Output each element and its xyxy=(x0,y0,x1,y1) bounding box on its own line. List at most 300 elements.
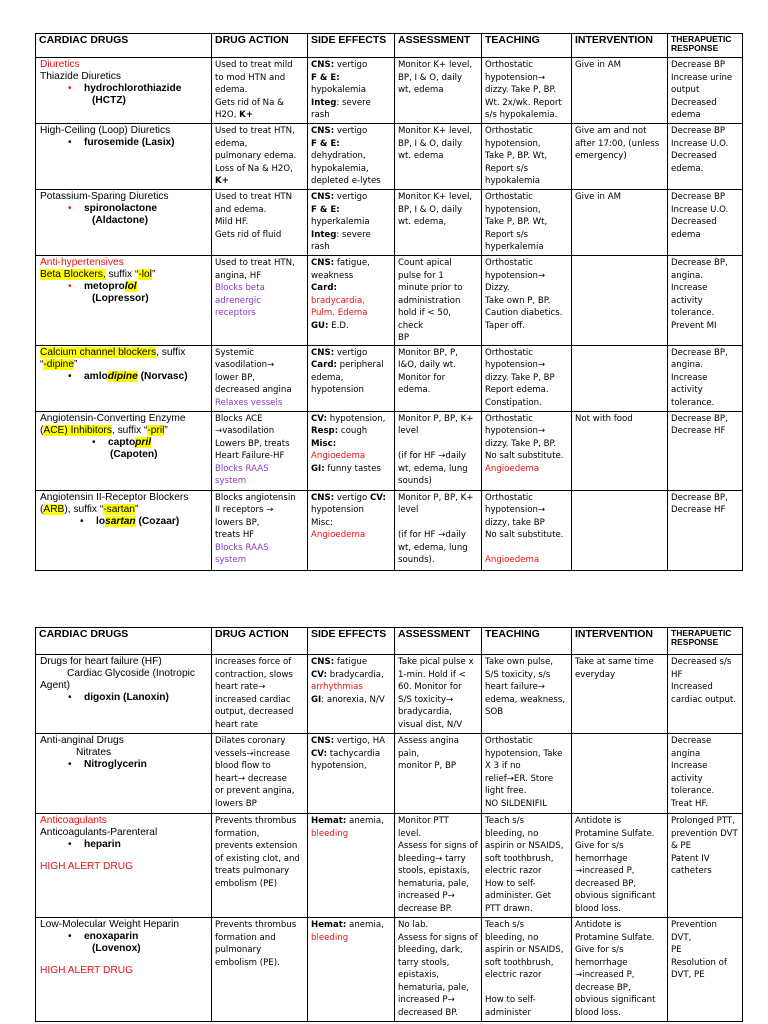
drug-brand: (Cozaar) xyxy=(135,515,180,527)
text: hypokalemia xyxy=(311,85,367,95)
drug-action-cell xyxy=(212,411,308,490)
text-line: epistaxis, xyxy=(398,970,439,980)
side-effects-cell xyxy=(308,918,395,1022)
text-line: tolerance. xyxy=(671,308,715,318)
text-line: light free. xyxy=(485,786,527,796)
side-effects-cell xyxy=(308,190,395,256)
text-line: decreased BP. xyxy=(398,1007,458,1018)
text-line: Systemic xyxy=(215,347,255,358)
label: Hemat: xyxy=(311,816,347,826)
text-line: wt, edema, lung xyxy=(398,542,468,553)
text-line: Increase U.O. xyxy=(671,204,729,215)
side-effects-cell xyxy=(308,124,395,190)
text-line: heart failure→ xyxy=(485,682,545,692)
text-line: Protamine Sulfate. xyxy=(575,932,655,943)
text-line: pain, xyxy=(398,748,420,759)
side-effects-cell xyxy=(308,411,395,490)
text-line: Assess angina xyxy=(398,736,460,746)
text-line: blood loss. xyxy=(575,1007,621,1018)
high-alert-label: HIGH ALERT DRUG xyxy=(40,965,134,976)
text: dehydration, xyxy=(311,151,366,161)
drug-cell xyxy=(36,411,212,490)
therapeutic-response-cell xyxy=(668,58,743,124)
text-line: bleeding, dark, xyxy=(398,945,463,955)
text-line: pulse for 1 xyxy=(398,270,444,281)
text-line: Decrease HF xyxy=(671,426,726,436)
text-line: Orthostatic xyxy=(485,60,533,70)
side-effects-cell xyxy=(308,814,395,918)
text: ” xyxy=(151,269,156,280)
text-line: Decreased xyxy=(671,217,717,227)
text-line: 1-min. Hold if < xyxy=(398,669,466,680)
label: Card: xyxy=(311,360,337,370)
text: fatigue, xyxy=(334,258,370,268)
label: CNS: xyxy=(311,126,335,136)
text: cough xyxy=(338,426,368,436)
drug-cell xyxy=(36,918,212,1022)
cardiac-drugs-table-1 xyxy=(35,33,743,571)
text: vertigo xyxy=(334,126,368,136)
intervention-cell xyxy=(572,58,668,124)
bullet-icon: • xyxy=(68,281,72,292)
text-line: receptors xyxy=(215,308,256,318)
teaching-cell xyxy=(482,918,572,1022)
subcategory-label: Nitrates xyxy=(76,747,112,758)
text: fatigue xyxy=(334,657,368,667)
drug-action-cell xyxy=(212,256,308,346)
assessment-cell xyxy=(395,655,482,734)
text: depleted e-lytes xyxy=(311,176,381,186)
text-line: contraction, slows xyxy=(215,669,293,680)
text-line: Increase urine xyxy=(671,72,733,83)
text-line: Monitor K+ level, xyxy=(398,192,473,202)
table-row xyxy=(36,814,743,918)
assessment-cell xyxy=(395,256,482,346)
text-line: Decrease BP xyxy=(671,126,726,136)
text-line: vasodilation→ xyxy=(215,360,275,370)
text-line: Mild HF. xyxy=(215,217,249,227)
bullet-icon: • xyxy=(68,83,72,94)
table-header-row xyxy=(36,34,743,58)
text-line: lowers BP, xyxy=(215,517,260,528)
text-line: edema, weakness, xyxy=(485,694,566,705)
text-line: S/S toxicity→ xyxy=(398,694,454,705)
text-line: hypotension, xyxy=(485,204,541,215)
assessment-cell xyxy=(395,490,482,570)
text-line: hypotension→ xyxy=(485,270,546,281)
text-line: after 17:00, (unless xyxy=(575,138,660,149)
suffix-highlight: pril xyxy=(135,436,152,448)
text-line: everyday xyxy=(575,669,616,680)
text-line: hold if < 50, check xyxy=(398,308,452,331)
table-header-row xyxy=(36,628,743,655)
text-line: blood loss. xyxy=(575,903,621,914)
suffix-highlight: -lol xyxy=(138,269,152,280)
text-line: Assess for signs of xyxy=(398,932,478,943)
text-line: to mod HTN and xyxy=(215,72,286,83)
text-line: of existing clot, and xyxy=(215,853,300,864)
intervention-cell xyxy=(572,814,668,918)
text-line: How to self- xyxy=(485,995,536,1005)
label: CNS: xyxy=(311,192,335,202)
text-line: Used to treat HTN, xyxy=(215,126,295,136)
text-line: Give am and not xyxy=(575,126,647,136)
text-line: 60. Monitor for xyxy=(398,682,462,692)
text-line: Prevent MI xyxy=(671,320,717,331)
text: vertigo xyxy=(334,60,368,70)
assessment-cell xyxy=(395,734,482,814)
text-line: blood flow to xyxy=(215,761,271,771)
side-effects-cell xyxy=(308,490,395,570)
text-line: administer xyxy=(485,1007,531,1018)
subcategory-label: Potassium-Sparing Diuretics xyxy=(40,191,169,202)
text-line: Report edema. xyxy=(485,385,549,395)
label: CV: xyxy=(311,669,328,680)
text-line: Dilates coronary xyxy=(215,736,286,746)
drug-cell xyxy=(36,256,212,346)
text-line: Decreased s/s xyxy=(671,657,732,667)
subcategory-label: Cardiac Glycoside (Inotropic xyxy=(67,668,195,679)
teaching-cell xyxy=(482,814,572,918)
text-line: Increases force of xyxy=(215,657,292,667)
therapeutic-response-cell xyxy=(668,814,743,918)
subcategory-label: Angiotensin II-Receptor Blockers xyxy=(40,491,189,503)
drug-name: spironolactone xyxy=(84,203,158,214)
text-line: adrenergic xyxy=(215,295,262,306)
category-label: Anticoagulants xyxy=(40,815,107,826)
text: anemia, xyxy=(346,816,384,826)
text-line: Give in AM xyxy=(575,192,622,202)
table-row xyxy=(36,256,743,346)
label: Card: xyxy=(311,283,337,293)
text: bleeding xyxy=(311,932,349,943)
side-effects-cell xyxy=(308,345,395,411)
text-line: (if for HF →daily xyxy=(398,530,466,540)
label: CNS: xyxy=(311,258,335,268)
text-line: Wt. 2x/wk. Report xyxy=(485,97,562,108)
text: ” xyxy=(134,503,139,515)
text-line: formation, xyxy=(215,828,260,839)
text-line: Take own pulse, xyxy=(485,657,554,667)
header-side-effects: SIDE EFFECTS xyxy=(308,628,395,655)
text-line: decrease BP. xyxy=(398,903,453,914)
text-line: Take pical pulse x xyxy=(398,657,474,667)
table-row xyxy=(36,411,743,490)
text-line: cardiac output. xyxy=(671,694,737,705)
text-line: dizzy. Take P, BP. xyxy=(485,438,557,449)
text-line: Monitor K+ level, xyxy=(398,60,473,70)
label: F & E: xyxy=(311,72,340,83)
intervention-cell xyxy=(572,345,668,411)
subcategory-label: Drugs for heart failure (HF) xyxy=(40,656,162,667)
text-line: visual dist, N/V xyxy=(398,719,463,730)
text-line: Blocks RAAS xyxy=(215,542,269,553)
text-line: Increase U.O. xyxy=(671,138,729,149)
text-line: Used to treat HTN, xyxy=(215,258,295,268)
text-line: tarry stools, xyxy=(398,957,450,968)
label: CNS: xyxy=(311,492,335,503)
text-line: heart→ decrease xyxy=(215,773,287,784)
bullet-icon: • xyxy=(68,759,72,770)
text-line: Orthostatic xyxy=(485,413,533,424)
text-line: BP, I & O, daily xyxy=(398,72,463,83)
text-line: hyperkalemia xyxy=(485,242,544,252)
text-line: hypotension, Take xyxy=(485,748,563,759)
text-line: Prolonged PTT, xyxy=(671,816,735,826)
label: CNS: xyxy=(311,657,335,667)
therapeutic-response-cell xyxy=(668,490,743,570)
drug-action-cell xyxy=(212,58,308,124)
text-line: edema. xyxy=(398,385,431,395)
text-line: Give for s/s xyxy=(575,841,624,851)
text-line: Blocks RAAS xyxy=(215,463,269,474)
text-line: Monitor K+ level, xyxy=(398,126,473,136)
text-line: angina. Increase xyxy=(671,270,708,293)
text-line: Resolution of xyxy=(671,957,727,968)
text-line: NO SILDENIFIL xyxy=(485,798,547,809)
text-line: edema xyxy=(671,110,701,120)
text-line: aspirin or NSAIDS, xyxy=(485,945,564,955)
text-line: Gets rid of fluid xyxy=(215,229,282,240)
label: CV: xyxy=(311,748,328,759)
text: : severe xyxy=(336,97,371,108)
subcategory-label: Calcium channel blockers xyxy=(40,346,157,358)
label: Integ xyxy=(311,97,337,108)
drug-cell xyxy=(36,58,212,124)
header-intervention: INTERVENTION xyxy=(572,34,668,58)
intervention-cell xyxy=(572,256,668,346)
text-line: angina, HF xyxy=(215,270,262,281)
text-line: embolism (PE). xyxy=(215,957,280,968)
intervention-cell xyxy=(572,734,668,814)
text: arrhythmias xyxy=(311,682,363,692)
text-line: bleeding, no xyxy=(485,932,539,943)
label: CV: xyxy=(311,413,328,424)
text: : severe xyxy=(336,229,371,240)
assessment-cell xyxy=(395,190,482,256)
label: Integ xyxy=(311,229,337,240)
text-line: Increase activity xyxy=(671,761,708,784)
text-line: Orthostatic xyxy=(485,736,533,746)
text-line: decreased angina xyxy=(215,385,292,395)
text: E.D. xyxy=(328,320,349,331)
text: ), suffix “ xyxy=(64,503,104,515)
drug-action-cell xyxy=(212,124,308,190)
text-line: Blocks ACE xyxy=(215,413,263,424)
text-line: No salt substitute. xyxy=(485,451,564,461)
text: hypotension, xyxy=(327,413,386,424)
text-line: Antidote is xyxy=(575,920,622,930)
text-line: Blocks beta xyxy=(215,283,265,293)
teaching-cell xyxy=(482,411,572,490)
label: Misc: xyxy=(311,438,337,449)
text-line: wt. edema, xyxy=(398,217,447,227)
text-line: Constipation. xyxy=(485,397,542,408)
text-line: Decrease BP xyxy=(671,192,726,202)
text-line: How to self- xyxy=(485,878,536,889)
text-line: X 3 if no xyxy=(485,761,521,771)
suffix-highlight: dipine xyxy=(107,370,138,382)
label: GU: xyxy=(311,320,329,331)
bullet-icon: • xyxy=(68,692,72,703)
text: hypotension, xyxy=(311,761,367,771)
text-line: pulmonary xyxy=(215,945,262,955)
text-line: Blocks angiotensin xyxy=(215,492,296,503)
drug-cell xyxy=(36,190,212,256)
text-line: K+ xyxy=(239,110,254,120)
text-line: hypokalemia xyxy=(485,176,541,186)
text: Misc: xyxy=(311,517,333,528)
teaching-cell xyxy=(482,190,572,256)
label: CNS: xyxy=(311,347,335,358)
text-line: hypotension→ xyxy=(485,72,546,83)
text-line: K+ xyxy=(215,176,229,186)
text-line: tolerance. xyxy=(671,786,715,796)
table-row xyxy=(36,124,743,190)
text-line: relief→ER. Store xyxy=(485,773,554,784)
bullet-icon: • xyxy=(68,931,72,942)
text-line: emergency) xyxy=(575,151,627,161)
text: , suffix xyxy=(156,346,186,358)
text-line: Angioedema xyxy=(485,555,540,565)
bullet-icon: • xyxy=(80,515,84,527)
text-line: wt, edema, lung xyxy=(398,463,468,474)
text-line: treats pulmonary xyxy=(215,866,290,876)
drug-cell xyxy=(36,655,212,734)
subcategory-label: Beta Blockers, xyxy=(40,269,106,280)
text-line: prevents extension xyxy=(215,841,298,851)
text-line xyxy=(398,517,478,530)
text: ( xyxy=(40,424,44,436)
text-line: Antidote is xyxy=(575,816,622,826)
assessment-cell xyxy=(395,411,482,490)
suffix-highlight: -dipine xyxy=(43,358,74,370)
text-line: increased cardiac xyxy=(215,694,291,705)
text-line: hypotension→ xyxy=(485,505,546,515)
text-line: (if for HF →daily xyxy=(398,451,466,461)
teaching-cell xyxy=(482,734,572,814)
text-line: SOB xyxy=(485,707,504,717)
suffix-highlight: -pril xyxy=(147,424,165,436)
text-line: minute prior to xyxy=(398,283,463,293)
text-line: dizzy. Take P, BP. xyxy=(485,85,557,95)
text-line: Take own P, BP. xyxy=(485,295,551,306)
text-line: output, decreased xyxy=(215,707,294,717)
teaching-cell xyxy=(482,490,572,570)
header-therapeutic-response: THERAPUETIC RESPONSE xyxy=(668,34,743,58)
text-line: →vasodilation xyxy=(215,426,275,436)
drug-cell xyxy=(36,490,212,570)
table-row xyxy=(36,490,743,570)
text-line: Monitor BP, P, xyxy=(398,347,458,358)
text-line: Taper off. xyxy=(485,320,526,331)
text-line: Decrease BP xyxy=(671,60,726,70)
text-line: monitor P, BP xyxy=(398,761,457,771)
text-line: II receptors → xyxy=(215,505,274,515)
text-line: administration xyxy=(398,295,461,306)
text-line: hypotension→ xyxy=(485,360,546,370)
text: ( xyxy=(40,503,44,515)
text-line: hypotension, xyxy=(485,138,541,149)
subcategory-highlight: ARB xyxy=(43,503,65,515)
text-line: Dizzy. xyxy=(485,283,510,293)
text-line: Prevents thrombus xyxy=(215,816,297,826)
text-line: Assess for signs of xyxy=(398,841,478,851)
therapeutic-response-cell xyxy=(668,124,743,190)
text: hypotension xyxy=(311,385,364,395)
category-label: Diuretics xyxy=(40,59,80,70)
label: Resp: xyxy=(311,426,339,436)
text-line: PTT drawn. xyxy=(485,903,533,914)
text-line xyxy=(398,438,478,451)
drug-cell xyxy=(36,124,212,190)
text-line: Orthostatic xyxy=(485,258,533,268)
header-assessment: ASSESSMENT xyxy=(395,34,482,58)
text-line: level xyxy=(398,505,419,515)
text: peripheral xyxy=(336,360,384,370)
text-line: hemorrhage xyxy=(575,957,628,968)
drug-action-cell xyxy=(212,345,308,411)
drug-name: Nitroglycerin xyxy=(84,759,147,770)
text-line: soft toothbrush, xyxy=(485,853,554,864)
text-line: heart rate→ xyxy=(215,682,266,692)
text: vertigo xyxy=(334,492,370,503)
therapeutic-response-cell xyxy=(668,190,743,256)
drug-brand: (Norvasc) xyxy=(137,370,188,382)
text-line: activity xyxy=(671,295,703,306)
text: Angioedema xyxy=(311,451,366,461)
label: CNS: xyxy=(311,736,335,746)
text: vertigo xyxy=(334,192,368,202)
drug-action-cell xyxy=(212,814,308,918)
text-line: system xyxy=(215,476,247,486)
therapeutic-response-cell xyxy=(668,734,743,814)
text-line: lowers BP xyxy=(215,798,257,809)
header-drug-action: DRUG ACTION xyxy=(212,34,308,58)
text-line: No salt substitute. xyxy=(485,530,564,540)
text-line: catheters xyxy=(671,866,712,876)
text: anemia, xyxy=(346,920,384,930)
text-line: output xyxy=(671,85,700,95)
text-line: edema. xyxy=(671,163,704,174)
text-line: Decrease BP, xyxy=(671,258,728,268)
assessment-cell xyxy=(395,918,482,1022)
bullet-icon: • xyxy=(68,137,72,148)
text-line: Gets rid of Na & xyxy=(215,97,284,108)
text-line: sounds). xyxy=(398,555,435,565)
text-line: bleeding, no xyxy=(485,828,539,839)
teaching-cell xyxy=(482,345,572,411)
text-line: obvious significant xyxy=(575,891,656,901)
bullet-icon: • xyxy=(68,370,72,382)
text: hypokalemia, xyxy=(311,163,369,174)
text-line: obvious significant xyxy=(575,995,656,1005)
text-line: increased P→ xyxy=(398,891,455,901)
text-line: hemorrhage xyxy=(575,853,628,864)
teaching-cell xyxy=(482,124,572,190)
therapeutic-response-cell xyxy=(668,411,743,490)
text-line: Orthostatic xyxy=(485,492,533,503)
text-line: Decreased xyxy=(671,151,717,161)
label: CV: xyxy=(369,492,386,503)
drug-action-cell xyxy=(212,490,308,570)
text: “ xyxy=(40,358,44,370)
cardiac-drugs-table-2 xyxy=(35,627,743,1022)
drug-cell xyxy=(36,734,212,814)
text-line: stools, epistaxis, xyxy=(398,866,470,876)
therapeutic-response-cell xyxy=(668,655,743,734)
text-line: angina. Increase xyxy=(671,360,708,383)
